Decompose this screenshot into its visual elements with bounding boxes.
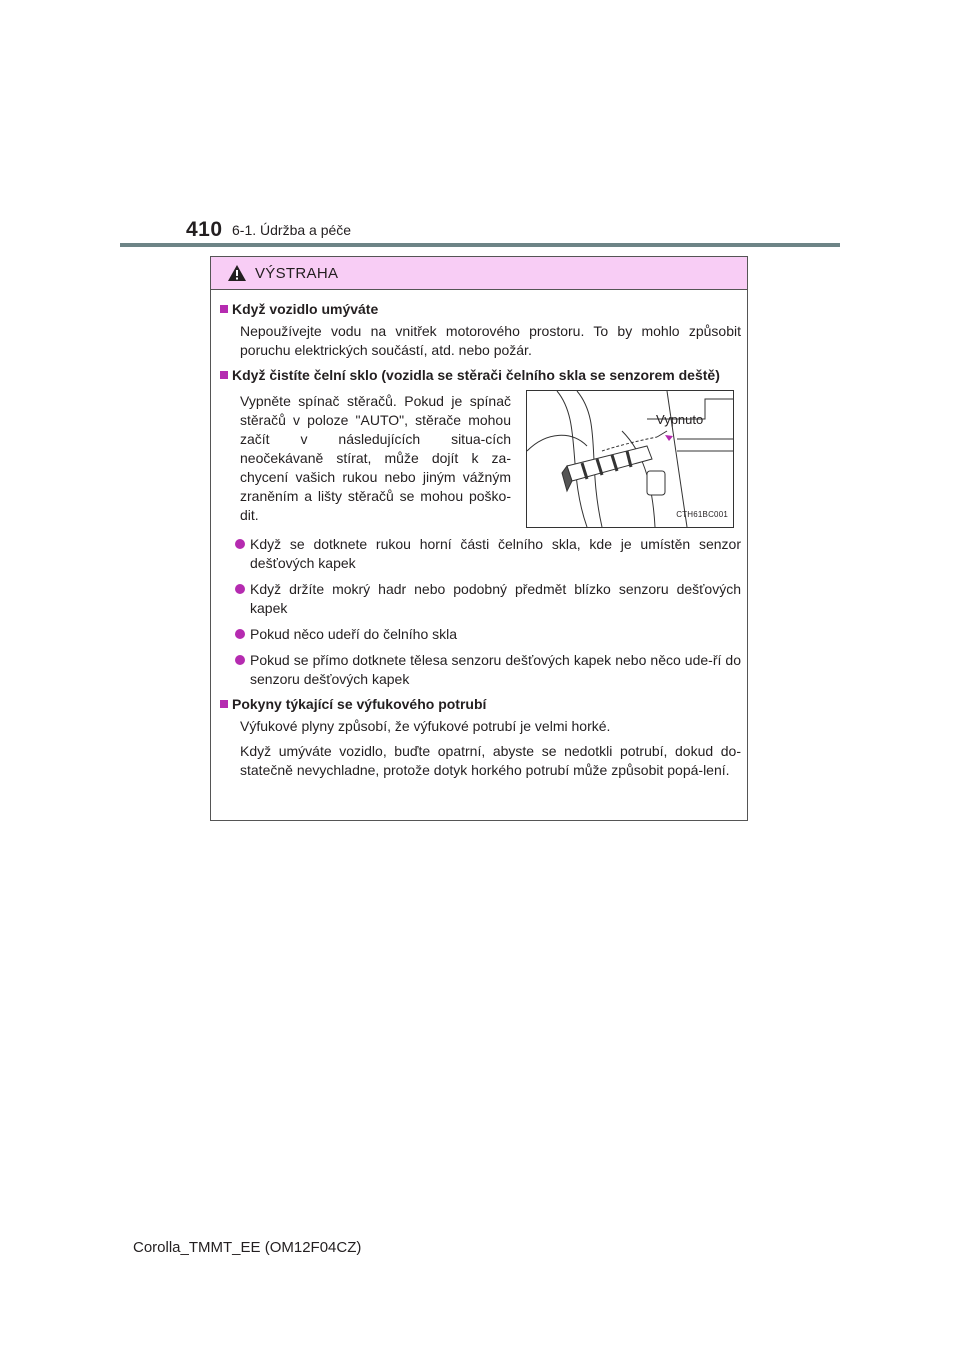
- illustration-code: CTH61BC001: [676, 510, 728, 519]
- square-bullet-icon: [220, 305, 228, 313]
- list-item: Když se dotknete rukou horní části čelního skla, kde je umístěn senzor dešťových kapek: [220, 535, 741, 573]
- square-bullet-icon: [220, 371, 228, 379]
- square-bullet-icon: [220, 700, 228, 708]
- section-heading-exhaust: Pokyny týkající se výfukového potrubí: [220, 695, 741, 714]
- warning-triangle-icon: [227, 264, 247, 282]
- windshield-content: [220, 390, 741, 528]
- section-title: 6-1. Údržba a péče: [232, 222, 352, 238]
- warning-body: [211, 290, 747, 780]
- round-bullet-icon: [235, 629, 245, 639]
- list-item: Když držíte mokrý hadr nebo podobný předmět blízko senzoru dešťových kapek: [220, 580, 741, 618]
- wiper-switch-illustration: [526, 390, 734, 528]
- warning-box: [210, 256, 748, 821]
- section-text-windshield: Vypněte spínač stěračů. Pokud je spínač stěračů v poloze "AUTO", stěrače mohou začít v následujících situa-cích neočekávaně stírat, může dojít k za-chycení vašich rukou nebo jiným vážným zraněním a lišty stěračů se mohou poško-dit.: [240, 393, 511, 523]
- page-number: 410: [186, 218, 223, 241]
- warning-title: VÝSTRAHA: [255, 264, 339, 282]
- warning-header: [211, 257, 747, 290]
- list-item: Pokud něco udeří do čelního skla: [220, 625, 741, 644]
- section-text-exhaust-1: Výfukové plyny způsobí, že výfukové potrubí je velmi horké.: [240, 718, 611, 734]
- section-text-washing: Nepoužívejte vodu na vnitřek motorového prostoru. To by mohlo způsobit poruchu elektrických součástí, atd. nebo požár.: [240, 323, 741, 358]
- list-item: Pokud se přímo dotknete tělesa senzoru dešťových kapek nebo něco ude-ří do senzoru dešťových kapek: [220, 651, 741, 689]
- section-heading-windshield: Když čistíte čelní sklo (vozidla se stěrači čelního skla se senzorem deště): [220, 366, 741, 385]
- callout-off-label: Vypnuto: [656, 412, 704, 427]
- footer-text: Corolla_TMMT_EE (OM12F04CZ): [133, 1239, 362, 1256]
- section-text-exhaust-2: Když umýváte vozidlo, buďte opatrní, abyste se nedotkli potrubí, dokud do-statečně nevychladne, protože dotyk horkého potrubí může způsobit popá-lení.: [240, 743, 741, 778]
- header-rule: [120, 243, 840, 247]
- round-bullet-icon: [235, 655, 245, 665]
- section-heading-washing: Když vozidlo umýváte: [220, 300, 741, 319]
- round-bullet-icon: [235, 539, 245, 549]
- round-bullet-icon: [235, 584, 245, 594]
